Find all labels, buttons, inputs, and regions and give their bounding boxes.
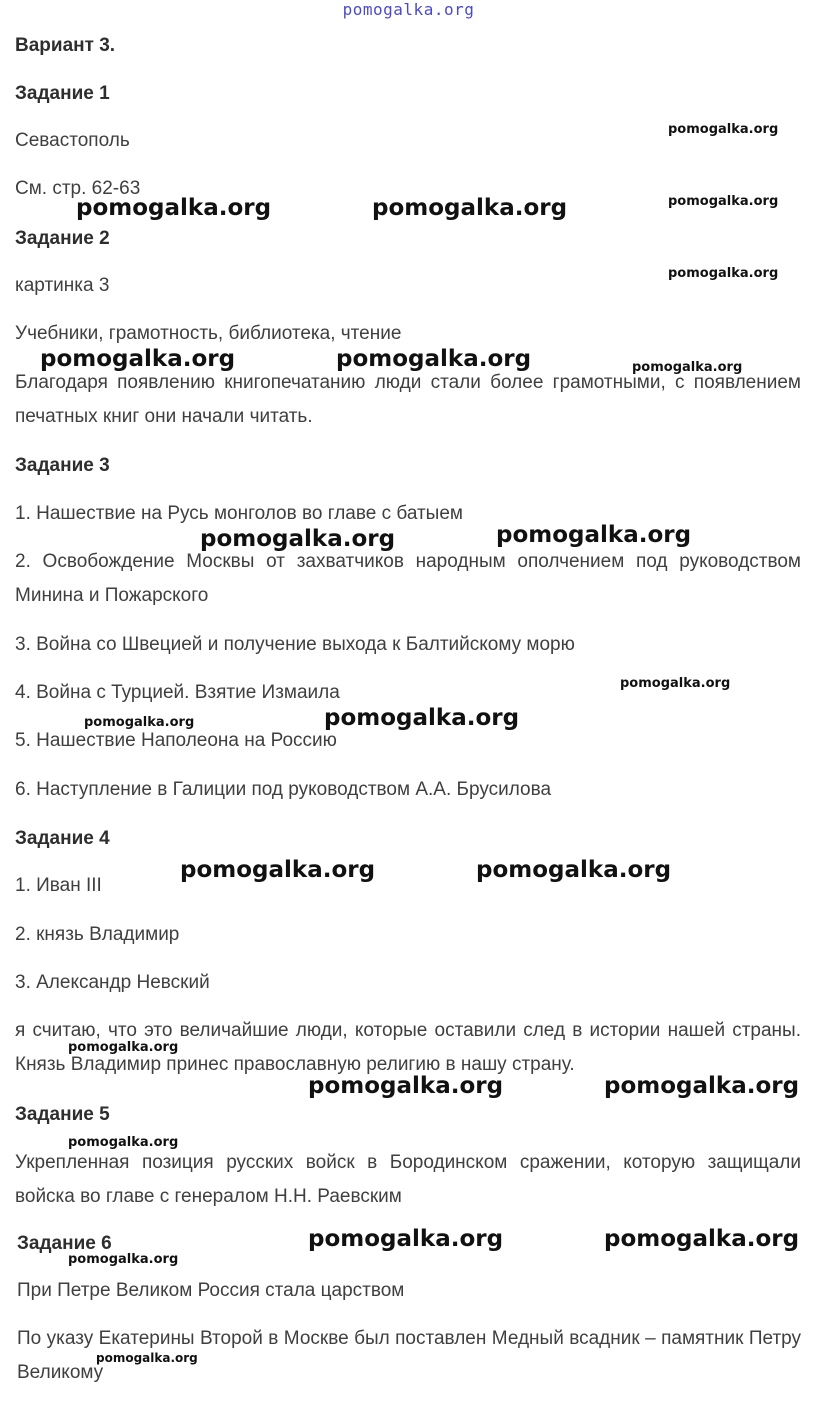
watermark-small: pomogalka.org (668, 122, 779, 137)
task-4-item-3: 3. Александр Невский (15, 972, 210, 993)
task-4-title: Задание 4 (15, 828, 110, 849)
task-6-title: Задание 6 (17, 1233, 112, 1254)
task-3-item-2: 2. Освобождение Москвы от захватчиков народным ополчением под руководством Минина и Пожарского (15, 551, 801, 606)
watermark-large: pomogalka.org (604, 1226, 800, 1252)
task-3-title: Задание 3 (15, 455, 110, 476)
watermark-large: pomogalka.org (476, 857, 672, 883)
watermark-small: pomogalka.org (68, 1135, 179, 1150)
watermark-large: pomogalka.org (308, 1226, 504, 1252)
task-3-item-5: 5. Нашествие Наполеона на Россию (15, 730, 337, 751)
watermark-small: pomogalka.org (68, 1040, 179, 1055)
task-1-answer: Севастополь (15, 130, 130, 151)
watermark-small: pomogalka.org (632, 360, 743, 375)
watermark-large: pomogalka.org (496, 522, 692, 548)
task-6-line-1: При Петре Великом Россия стала царством (17, 1280, 405, 1301)
task-2-title: Задание 2 (15, 228, 110, 249)
watermark-small: pomogalka.org (620, 676, 731, 691)
watermark-large: pomogalka.org (604, 1073, 800, 1099)
watermark-large: pomogalka.org (200, 526, 396, 552)
watermark-large: pomogalka.org (324, 705, 520, 731)
task-6-paragraph: По указу Екатерины Второй в Москве был поставлен Медный всадник – памятник Петру Великому (17, 1328, 801, 1383)
watermark-large: pomogalka.org (372, 195, 568, 221)
task-3-item-3: 3. Война со Швецией и получение выхода к Балтийскому морю (15, 634, 575, 655)
task-2-answer: картинка 3 (15, 275, 110, 296)
task-3-item-4: 4. Война с Турцией. Взятие Измаила (15, 682, 340, 703)
top-watermark: pomogalka.org (342, 0, 475, 19)
task-2-paragraph: Благодаря появлению книгопечатанию люди стали более грамотными, с появлением печатных книг они начали читать. (15, 372, 801, 427)
watermark-small: pomogalka.org (668, 266, 779, 281)
task-5-paragraph: Укрепленная позиция русских войск в Бородинском сражении, которую защищали войска во главе с генералом Н.Н. Раевским (15, 1152, 801, 1207)
watermark-large: pomogalka.org (308, 1073, 504, 1099)
watermark-small: pomogalka.org (84, 715, 195, 730)
task-5-title: Задание 5 (15, 1104, 110, 1125)
task-3-item-1: 1. Нашествие на Русь монголов во главе с батыем (15, 503, 463, 524)
watermark-large: pomogalka.org (336, 346, 532, 372)
task-3-item-6: 6. Наступление в Галиции под руководством А.А. Брусилова (15, 779, 552, 800)
watermark-large: pomogalka.org (40, 346, 236, 372)
task-4-item-1: 1. Иван III (15, 875, 102, 896)
task-4-paragraph: я считаю, что это величайшие люди, которые оставили след в истории нашей страны. Князь Владимир принес православную религию в нашу страну. (15, 1020, 801, 1075)
watermark-large: pomogalka.org (180, 857, 376, 883)
watermark-large: pomogalka.org (76, 195, 272, 221)
task-1-title: Задание 1 (15, 83, 110, 104)
task-1-reference: См. стр. 62-63 (15, 178, 141, 199)
task-2-keywords: Учебники, грамотность, библиотека, чтение (15, 323, 402, 344)
variant-title: Вариант 3. (15, 35, 116, 56)
watermark-small: pomogalka.org (96, 1351, 198, 1365)
task-4-item-2: 2. князь Владимир (15, 924, 180, 945)
watermark-small: pomogalka.org (668, 194, 779, 209)
watermark-small: pomogalka.org (68, 1252, 179, 1267)
